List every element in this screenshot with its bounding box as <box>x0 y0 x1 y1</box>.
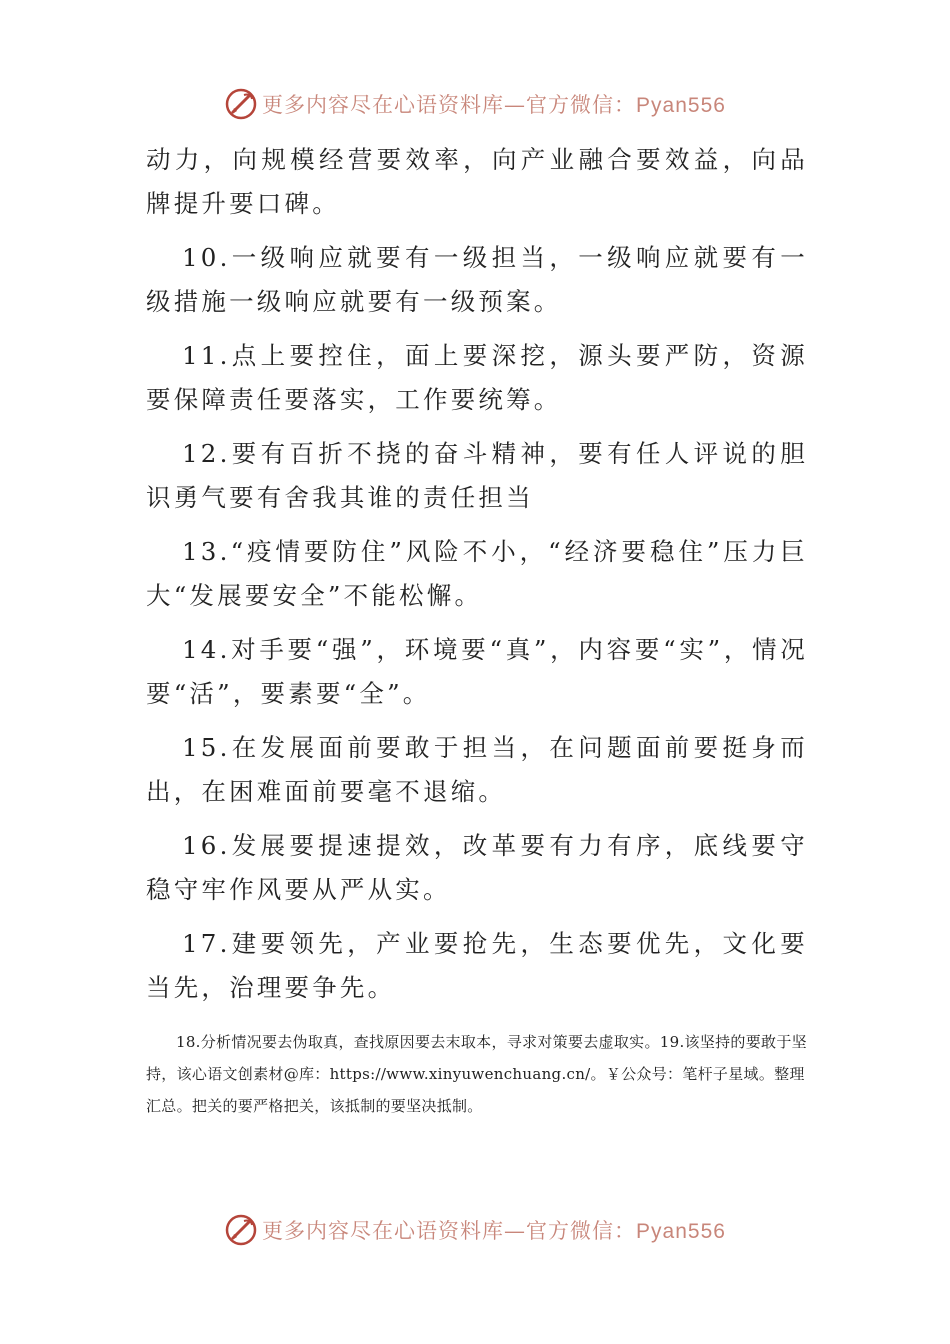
paragraph-13: 13.“疫情要防住”风险不小，“经济要稳住”压力巨大“发展要安全”不能松懈。 <box>146 537 808 610</box>
paragraph-continuation: 动力，向规模经营要效率，向产业融合要效益，向品牌提升要口碑。 <box>146 145 808 218</box>
header-wechat-id: Pyan556 <box>636 94 726 117</box>
footer-banner-label: 更多内容尽在心语资料库—官方微信： <box>262 1219 637 1243</box>
paragraph-15: 15.在发展面前要敢于担当，在问题面前要挺身而出，在困难面前要毫不退缩。 <box>146 733 808 806</box>
footer-banner <box>0 1210 950 1250</box>
document-body <box>146 138 808 1020</box>
header-banner-label: 更多内容尽在心语资料库—官方微信： <box>262 93 637 117</box>
pen-logo-icon <box>224 1213 258 1247</box>
header-banner <box>0 84 950 124</box>
paragraph-17: 17.建要领先，产业要抢先，生态要优先，文化要当先，治理要争先。 <box>146 929 808 1002</box>
paragraph-12: 12.要有百折不挠的奋斗精神，要有任人评说的胆识勇气要有舍我其谁的责任担当 <box>146 439 808 512</box>
paragraph-16: 16.发展要提速提效，改革要有力有序，底线要守稳守牢作风要从严从实。 <box>146 831 808 904</box>
footer-banner-text <box>262 1215 726 1245</box>
paragraph-14: 14.对手要“强”，环境要“真”，内容要“实”，情况要“活”，要素要“全”。 <box>146 635 808 708</box>
paragraph-11: 11.点上要控住，面上要深挖，源头要严防，资源要保障责任要落实，工作要统筹。 <box>146 341 808 414</box>
footer-wechat-id: Pyan556 <box>636 1220 726 1243</box>
footnote-paragraph: 18.分析情况要去伪取真，查找原因要去末取本，寻求对策要去虚取实。19.该坚持的要敢于坚持，该心语文创素材@库：https://www.xinyuwenchuang.cn/。￥公众号：笔杆子星域。整理汇总。把关的要严格把关，该抵制的要坚决抵制。 <box>146 1033 807 1115</box>
paragraph-10: 10.一级响应就要有一级担当，一级响应就要有一级措施一级响应就要有一级预案。 <box>146 243 808 316</box>
header-banner-text <box>262 89 726 119</box>
pen-logo-icon <box>224 87 258 121</box>
